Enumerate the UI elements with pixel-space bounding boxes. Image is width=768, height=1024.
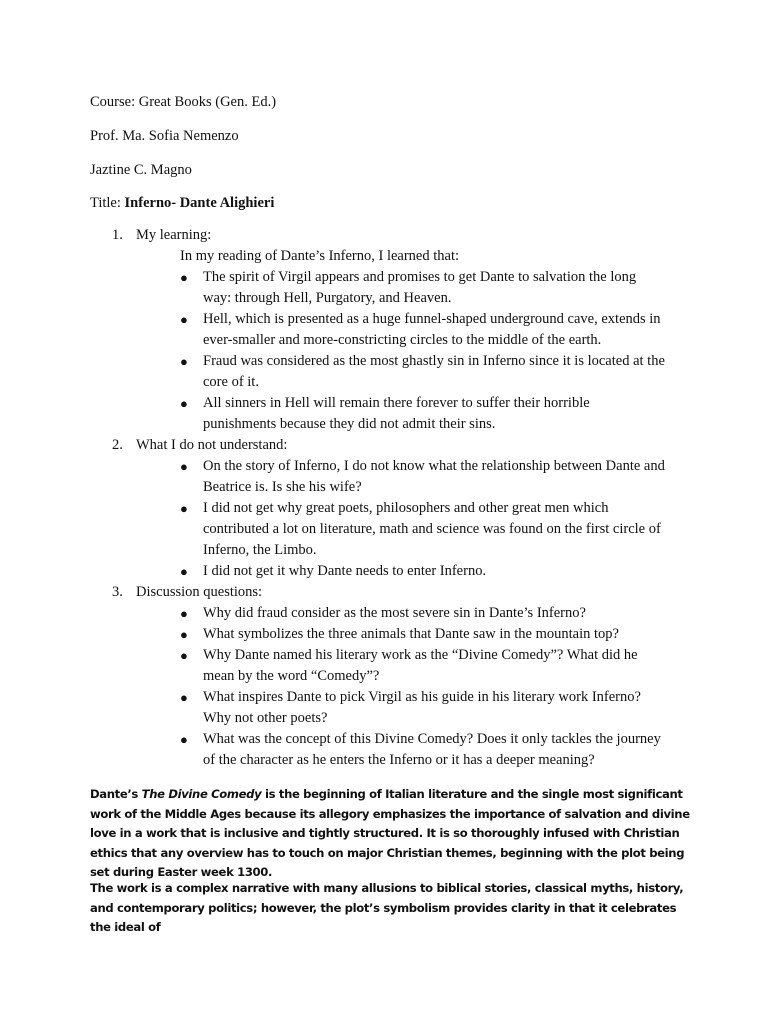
list-item: [90, 393, 665, 435]
list-item-text: Hell, which is presented as a huge funnel-shaped underground cave, extends in ever-smaller and more-constricting circles to the middle of the earth.: [203, 311, 661, 348]
bullet-icon: ●: [180, 606, 188, 621]
section-my-learning: [90, 225, 690, 435]
section-not-understand: [90, 435, 690, 582]
list-item: [90, 351, 665, 393]
title-line: [90, 193, 274, 213]
list-item-text: What inspires Dante to pick Virgil as his guide in his literary work Inferno? Why not other poets?: [203, 689, 641, 726]
professor-line: Prof. Ma. Sofia Nemenzo: [90, 128, 239, 144]
course-line: Course: Great Books (Gen. Ed.): [90, 94, 277, 110]
list-item-text: I did not get it why Dante needs to enter Inferno.: [203, 563, 487, 579]
title-label: Title:: [90, 195, 125, 211]
bullet-icon: ●: [180, 501, 188, 516]
body-paragraph: The work is a complex narrative with many allusions to biblical stories, classical myths, history, and contemporary politics; however, the plot’s symbolism provides clarity in that it celebrates the ideal of: [90, 881, 684, 934]
list-item: [90, 561, 665, 582]
bullet-icon: ●: [180, 564, 188, 579]
section-heading: [90, 582, 690, 603]
work-title: The Divine Comedy: [141, 787, 262, 801]
list-item: [90, 498, 665, 561]
list-item-text: All sinners in Hell will remain there forever to suffer their horrible punishments because they did not admit their sins.: [203, 395, 590, 432]
bullet-icon: ●: [180, 354, 188, 369]
bullet-list: [90, 603, 690, 771]
section-number: 1.: [112, 227, 123, 243]
list-item: [90, 603, 665, 624]
list-item-text: What symbolizes the three animals that Dante saw in the mountain top?: [203, 626, 619, 642]
student-name: Jaztine C. Magno: [90, 162, 192, 178]
list-item-text: Why did fraud consider as the most severe sin in Dante’s Inferno?: [203, 605, 586, 621]
list-item: [90, 729, 665, 771]
list-item: [90, 624, 665, 645]
list-item: [90, 456, 665, 498]
list-item-text: Fraud was considered as the most ghastly sin in Inferno since it is located at the core of it.: [203, 353, 665, 390]
bullet-icon: ●: [180, 648, 188, 663]
paragraph-text: Dante’s: [90, 787, 142, 801]
list-item-text: The spirit of Virgil appears and promises to get Dante to salvation the long way: through Hell, Purgatory, and Heaven.: [203, 269, 637, 306]
section-title: Discussion questions:: [136, 584, 263, 600]
list-item-text: What was the concept of this Divine Comedy? Does it only tackles the journey of the character as he enters the Inferno or it has a deeper meaning?: [203, 731, 661, 768]
bullet-list: [90, 267, 690, 435]
bullet-icon: ●: [180, 270, 188, 285]
section-discussion-questions: [90, 582, 690, 771]
bullet-icon: ●: [180, 732, 188, 747]
bullet-icon: ●: [180, 396, 188, 411]
list-item-text: Why Dante named his literary work as the “Divine Comedy”? What did he mean by the word “Comedy”?: [203, 647, 638, 684]
section-title: What I do not understand:: [136, 437, 288, 453]
body-paragraph: [90, 785, 690, 883]
section-number: 2.: [112, 437, 123, 453]
section-intro: In my reading of Dante’s Inferno, I learned that:: [180, 248, 460, 264]
list-item: [90, 309, 665, 351]
title-value: Inferno- Dante Alighieri: [124, 195, 275, 211]
list-item-text: I did not get why great poets, philosophers and other great men which contributed a lot on literature, math and science was found on the first circle of Inferno, the Limbo.: [203, 500, 661, 558]
paragraph-text: is the beginning of Italian literature and the single most significant work of the Middle Ages because its allegory emphasizes the importance of salvation and divine love in a work that is inclusive and tightly structured. It is so thoroughly infused with Christian ethics that any overview has to touch on major Christian themes, beginning with the plot being set during Easter week 1300.: [90, 787, 690, 879]
section-heading: [90, 435, 690, 456]
list-item: [90, 687, 665, 729]
bullet-list: [90, 456, 690, 582]
section-title: My learning:: [136, 227, 212, 243]
section-heading: [90, 225, 690, 246]
bullet-icon: ●: [180, 690, 188, 705]
bullet-icon: ●: [180, 312, 188, 327]
list-item: [90, 267, 665, 309]
list-item: [90, 645, 665, 687]
list-item-text: On the story of Inferno, I do not know what the relationship between Dante and Beatrice is. Is she his wife?: [203, 458, 665, 495]
section-number: 3.: [112, 584, 123, 600]
bullet-icon: ●: [180, 627, 188, 642]
bullet-icon: ●: [180, 459, 188, 474]
